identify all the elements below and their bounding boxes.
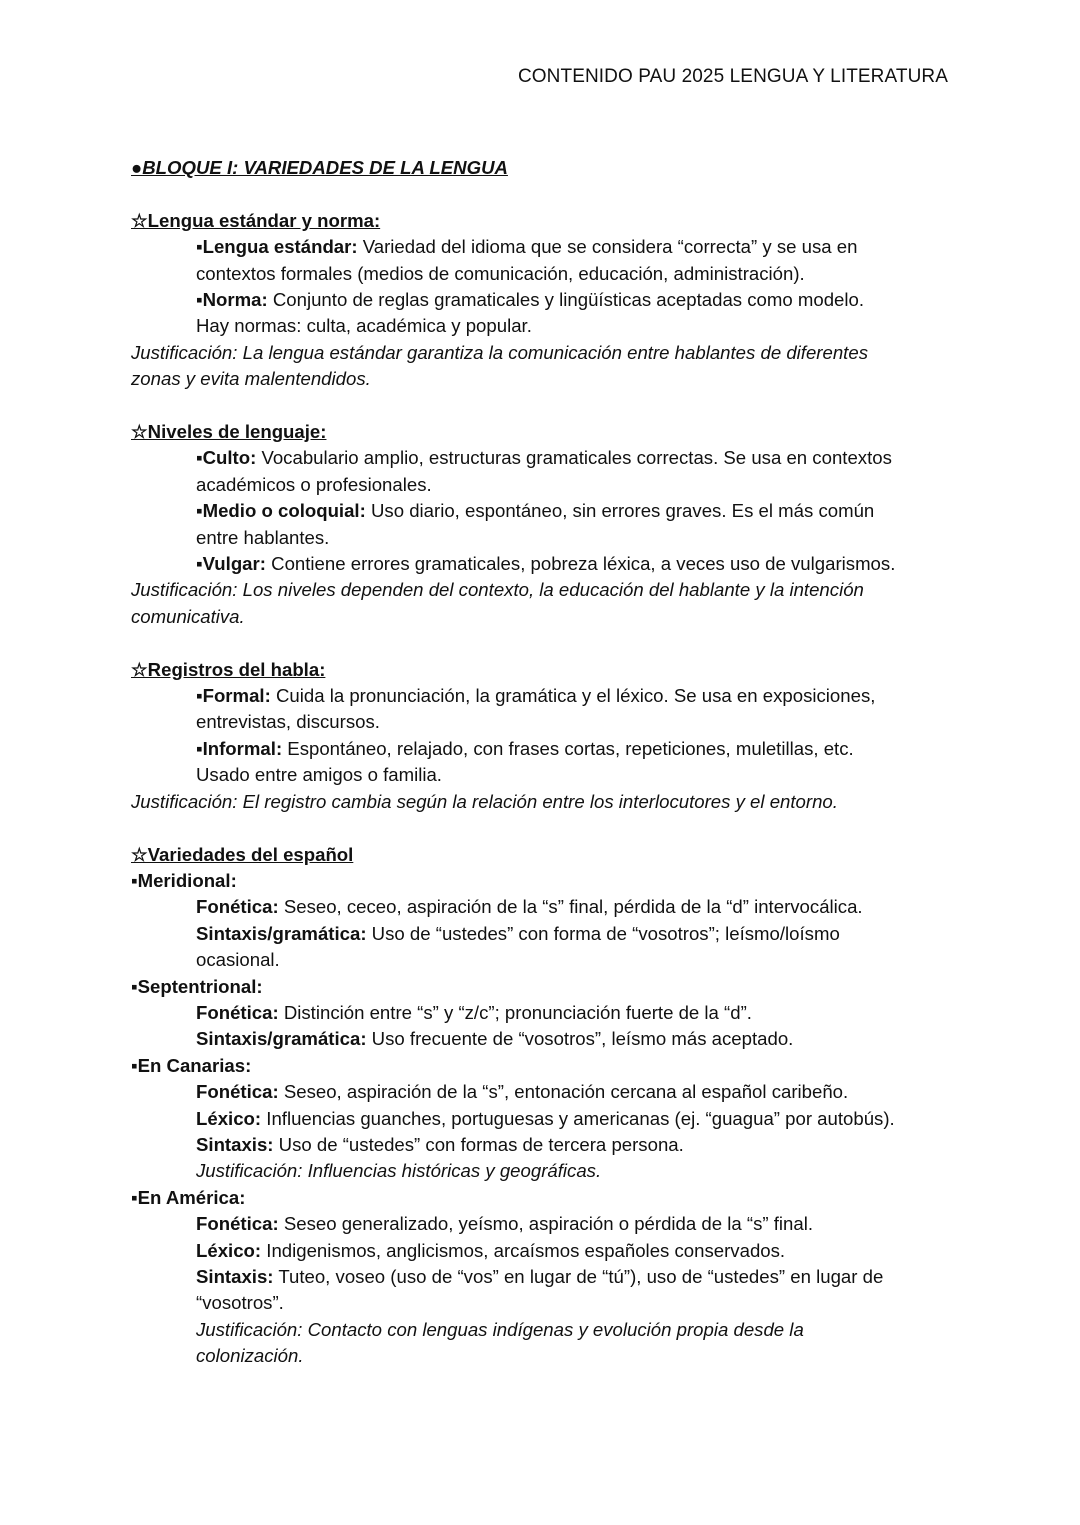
list-item-continuation: entrevistas, discursos. [196,711,380,733]
section-title-niveles: ☆Niveles de lenguaje: [131,421,327,443]
term-label: ▪Medio o coloquial: [196,500,366,522]
term-label: Fonética: [196,1081,279,1103]
term-label: ▪Vulgar: [196,553,266,575]
term-text: Uso de “ustedes” con formas de tercera persona. [273,1133,684,1155]
term-text: Conjunto de reglas gramaticales y lingüísticas aceptadas como modelo. [267,289,865,311]
list-item-lengua-estandar [131,234,961,260]
feature-lexico [131,1106,961,1132]
term-label: ▪Culto: [196,447,257,469]
list-item-culto [131,445,961,471]
variety-america [131,1185,961,1211]
list-item-continuation: “vosotros”. [196,1292,284,1314]
term-text: Uso diario, espontáneo, sin errores graves. Es el más común [365,500,875,522]
feature-fonetica [131,894,961,920]
term-label: Sintaxis/gramática: [196,1028,367,1050]
term-label: Sintaxis: [196,1266,274,1287]
section-title-variedades: ☆Variedades del español [131,843,354,865]
term-text: Seseo generalizado, yeísmo, aspiración o pérdida de la “s” final. [278,1213,814,1235]
feature-sintaxis [131,921,961,947]
variety-label: ▪Septentrional: [131,975,263,997]
term-text: Influencias guanches, portuguesas y americanas (ej. “guagua” por autobús). [261,1107,895,1129]
list-item-norma [131,287,961,313]
term-label: Sintaxis/gramática: [196,922,367,944]
term-text: Uso de “ustedes” con forma de “vosotros”; leísmo/loísmo [366,922,840,944]
term-label: Léxico: [196,1107,262,1129]
term-text: Contiene errores gramaticales, pobreza léxica, a veces uso de vulgarismos. [265,553,896,575]
feature-sintaxis [131,1026,961,1052]
term-text: Tuteo, voseo (uso de “vos” en lugar de “tú”), uso de “ustedes” en lugar de [273,1266,884,1287]
list-item-continuation: ocasional. [196,949,280,971]
justification-text: Justificación: Contacto con lenguas indígenas y evolución propia desde la [196,1318,804,1340]
term-text: Indigenismos, anglicismos, arcaísmos españoles conservados. [261,1239,786,1261]
term-label: ▪Formal: [196,685,271,707]
justification-text: zonas y evita malentendidos. [131,368,371,390]
term-label: Fonética: [196,1213,279,1235]
justification-text: comunicativa. [131,605,245,627]
list-item-continuation: académicos o profesionales. [196,473,432,495]
justification-text: Justificación: Los niveles dependen del contexto, la educación del hablante y la intención [131,579,864,601]
list-item-continuation: contextos formales (medios de comunicación, educación, administración). [196,262,805,284]
spacer [131,181,961,207]
list-item-continuation: entre hablantes. [196,526,330,548]
feature-lexico [131,1238,961,1264]
variety-label: ▪En América: [131,1186,246,1208]
spacer [131,815,961,841]
document-body [131,155,961,1370]
justification-text: Justificación: La lengua estándar garantiza la comunicación entre hablantes de diferentes [131,341,868,363]
term-text: Distinción entre “s” y “z/c”; pronunciación fuerte de la “d”. [278,1001,752,1023]
list-item-continuation: Hay normas: culta, académica y popular. [196,315,532,337]
term-label: Fonética: [196,1001,279,1023]
feature-sintaxis [131,1264,961,1290]
variety-canarias [131,1053,961,1079]
feature-fonetica [131,1000,961,1026]
spacer [131,393,961,419]
section-title-registros: ☆Registros del habla: [131,658,326,680]
list-item-medio [131,498,961,524]
term-text: Uso frecuente de “vosotros”, leísmo más aceptado. [366,1028,794,1050]
term-text: Seseo, ceceo, aspiración de la “s” final, pérdida de la “d” intervocálica. [278,896,863,918]
justification-text: colonización. [196,1345,304,1367]
feature-sintaxis [131,1132,961,1158]
term-text: Espontáneo, relajado, con frases cortas, repeticiones, muletillas, etc. [282,737,854,759]
variety-label: ▪Meridional: [131,869,237,891]
justification-text: Justificación: Influencias históricas y geográficas. [196,1160,602,1182]
term-text: Cuida la pronunciación, la gramática y el léxico. Se usa en exposiciones, [270,685,876,707]
spacer [131,630,961,656]
term-text: Seseo, aspiración de la “s”, entonación cercana al español caribeño. [278,1081,849,1103]
term-label: ▪Informal: [196,737,283,759]
list-item-vulgar [131,551,961,577]
term-label: Léxico: [196,1239,262,1261]
list-item-formal [131,683,961,709]
page-header: CONTENIDO PAU 2025 LENGUA Y LITERATURA [517,66,948,87]
term-label: Fonética: [196,896,279,918]
term-text: Vocabulario amplio, estructuras gramaticales correctas. Se usa en contextos [256,447,892,469]
feature-fonetica [131,1211,961,1237]
list-item-continuation: Usado entre amigos o familia. [196,764,442,786]
list-item-informal [131,736,961,762]
section-title-lengua-estandar: ☆Lengua estándar y norma: [131,209,381,231]
block-title: ●BLOQUE I: VARIEDADES DE LA LENGUA [131,157,508,178]
variety-label: ▪En Canarias: [131,1054,252,1076]
variety-septentrional [131,974,961,1000]
justification-text: Justificación: El registro cambia según la relación entre los interlocutores y el entorno. [131,790,838,812]
term-text: Variedad del idioma que se considera “correcta” y se usa en [357,236,858,258]
term-label: ▪Lengua estándar: [196,236,358,258]
feature-fonetica [131,1079,961,1105]
term-label: ▪Norma: [196,289,268,311]
term-label: Sintaxis: [196,1133,274,1155]
variety-meridional [131,868,961,894]
